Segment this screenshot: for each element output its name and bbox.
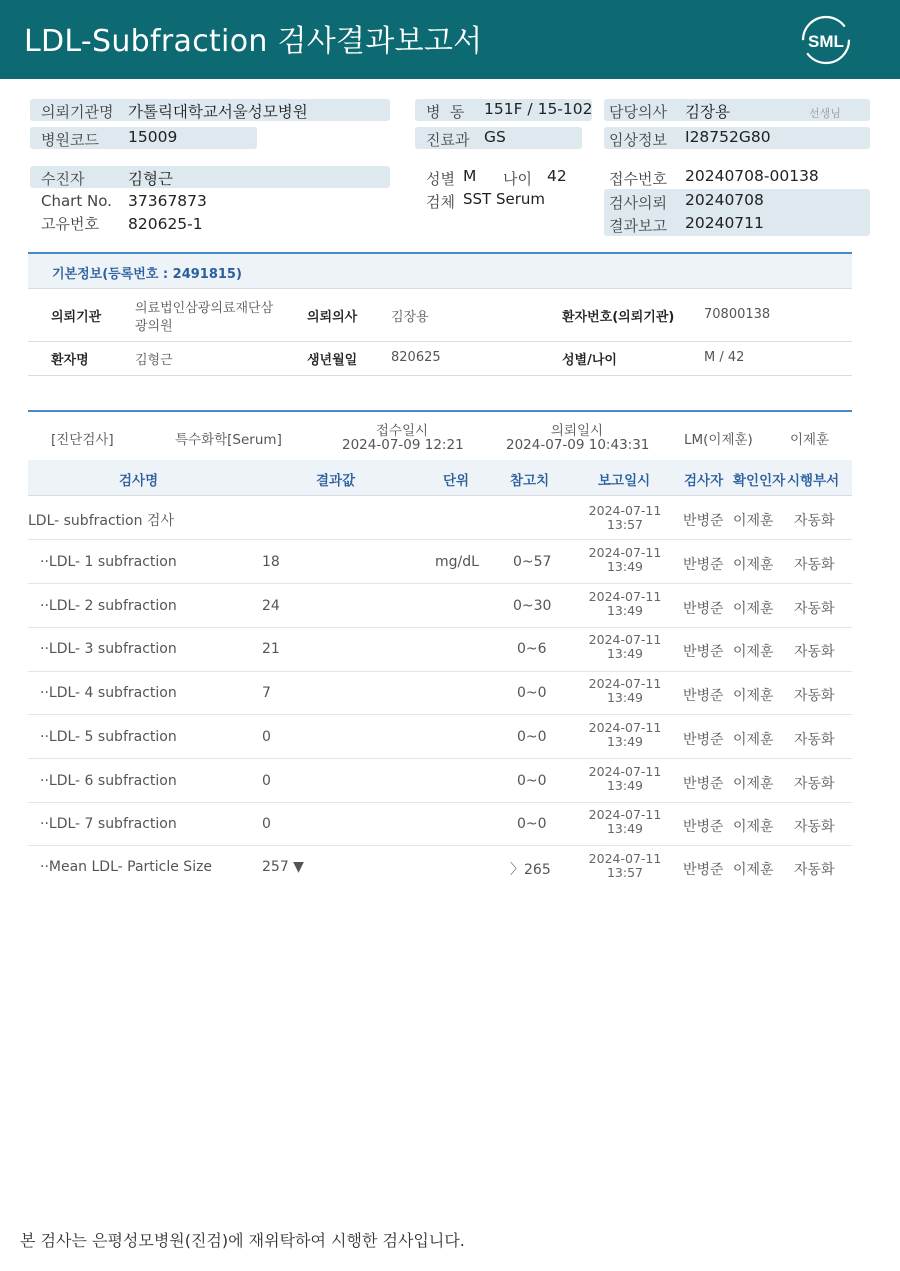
- clinical-label: 임상정보: [609, 131, 667, 149]
- row-unit: mg/dL: [435, 554, 479, 570]
- row-report-time: 13:57: [606, 517, 644, 532]
- row-tester: 반병준: [683, 601, 724, 617]
- row-result: 257 ▼: [262, 859, 304, 875]
- basic-inst-val-line2: 광의원: [135, 319, 173, 334]
- hospital-code-label: 병원코드: [41, 131, 99, 149]
- table-row: [28, 846, 852, 890]
- row-test-name: ··LDL- 7 subfraction: [40, 816, 177, 832]
- row-report-time: 13:49: [606, 603, 644, 618]
- row-report-date: 2024-07-11: [588, 807, 662, 822]
- chart-label: Chart No.: [41, 192, 112, 210]
- row-dept: 자동화: [794, 819, 835, 835]
- report-value: 20240711: [685, 214, 764, 232]
- row-dept: 자동화: [794, 776, 835, 792]
- basic-pno-val: 70800138: [704, 307, 771, 322]
- row-test-name: ··LDL- 1 subfraction: [40, 554, 177, 570]
- row-reference: 0~0: [517, 773, 547, 789]
- row-dept: 자동화: [794, 557, 835, 573]
- report-title: LDL-Subfraction 검사결과보고서: [24, 24, 483, 59]
- basic-birth-key: 생년월일: [307, 353, 358, 368]
- row-test-name: ··LDL- 6 subfraction: [40, 773, 177, 789]
- row-reference: 0~30: [513, 598, 552, 614]
- specimen-value: SST Serum: [463, 190, 546, 208]
- row-tester: 반병준: [683, 776, 724, 792]
- row-report-time: 13:49: [606, 646, 644, 661]
- col-tester: 검사자: [684, 473, 724, 489]
- row-checker: 이제훈: [733, 557, 774, 573]
- dept-value: GS: [484, 128, 506, 146]
- row-reference: 0~6: [517, 641, 547, 657]
- row-report-time: 13:49: [606, 778, 644, 793]
- test-subcategory: 특수화학[Serum]: [175, 432, 282, 448]
- row-dept: 자동화: [794, 862, 835, 878]
- col-unit: 단위: [443, 473, 470, 489]
- requested-value: 2024-07-09 10:43:31: [506, 437, 650, 453]
- row-report-date: 2024-07-11: [588, 720, 662, 735]
- patient-value: 김형근: [128, 170, 173, 188]
- row-reference: 0~57: [513, 554, 552, 570]
- row-dept: 자동화: [794, 732, 835, 748]
- row-checker: 이제훈: [733, 513, 774, 529]
- row-checker: 이제훈: [733, 819, 774, 835]
- row-report-date: 2024-07-11: [588, 589, 662, 604]
- row-checker: 이제훈: [733, 688, 774, 704]
- row-checker: 이제훈: [733, 776, 774, 792]
- row-report-time: 13:49: [606, 690, 644, 705]
- col-department: 시행부서: [787, 473, 840, 489]
- row-result: 0: [262, 773, 271, 789]
- sex-value: M: [463, 167, 477, 185]
- dept-label: 진료과: [426, 131, 470, 149]
- row-test-name: LDL- subfraction 검사: [28, 513, 174, 529]
- basic-name-key: 환자명: [51, 353, 89, 368]
- test-category: [진단검사]: [51, 432, 114, 448]
- row-reference: 0~0: [517, 729, 547, 745]
- report-label: 결과보고: [609, 217, 667, 235]
- row-dept: 자동화: [794, 601, 835, 617]
- row-checker: 이제훈: [733, 862, 774, 878]
- row-reference: 0~0: [517, 685, 547, 701]
- row-result: 24: [262, 598, 280, 614]
- row-tester: 반병준: [683, 644, 724, 660]
- row-checker: 이제훈: [733, 601, 774, 617]
- unique-label: 고유번호: [41, 215, 99, 233]
- basic-doc-key: 의뢰의사: [307, 310, 358, 325]
- table-row: [28, 715, 852, 759]
- receipt-label: 접수번호: [609, 170, 667, 188]
- row-tester: 반병준: [683, 513, 724, 529]
- row-report-date: 2024-07-11: [588, 851, 662, 866]
- row-tester: 반병준: [683, 732, 724, 748]
- basic-sexage-val: M / 42: [704, 350, 745, 365]
- received-value: 2024-07-09 12:21: [342, 437, 464, 453]
- report-header: [0, 0, 900, 79]
- row-test-name: ··LDL- 4 subfraction: [40, 685, 177, 701]
- basic-inst-key: 의뢰기관: [51, 310, 102, 325]
- basic-birth-val: 820625: [391, 350, 441, 365]
- row-tester: 반병준: [683, 819, 724, 835]
- age-value: 42: [547, 167, 567, 185]
- request-label: 검사의뢰: [609, 194, 667, 212]
- row-result: 18: [262, 554, 280, 570]
- col-report-time: 보고일시: [598, 473, 651, 489]
- sex-label: 성별: [426, 170, 455, 188]
- clinical-value: I28752G80: [685, 128, 771, 146]
- row-tester: 반병준: [683, 557, 724, 573]
- basic-name-val: 김형근: [135, 353, 173, 368]
- basic-bottom-rule: [28, 375, 852, 376]
- doctor-suffix: 선생님: [809, 107, 841, 120]
- institution-label: 의뢰기관명: [41, 103, 114, 121]
- row-result: 0: [262, 816, 271, 832]
- col-test-name: 검사명: [119, 473, 159, 489]
- row-report-time: 13:57: [606, 865, 644, 880]
- row-report-date: 2024-07-11: [588, 676, 662, 691]
- specimen-label: 검체: [426, 193, 455, 211]
- basic-doc-val: 김장용: [391, 310, 429, 325]
- row-result: 0: [262, 729, 271, 745]
- test-section-top-rule: [28, 410, 852, 412]
- row-tester: 반병준: [683, 862, 724, 878]
- col-checker: 확인인자: [733, 473, 786, 489]
- institution-value: 가톨릭대학교서울성모병원: [128, 103, 308, 121]
- table-row: [28, 671, 852, 715]
- row-test-name: ··LDL- 2 subfraction: [40, 598, 177, 614]
- row-report-time: 13:49: [606, 734, 644, 749]
- received-label: 접수일시: [375, 423, 429, 439]
- col-reference: 참고치: [510, 473, 550, 489]
- chart-value: 37367873: [128, 192, 207, 210]
- row-reference: 0~0: [517, 816, 547, 832]
- row-checker: 이제훈: [733, 732, 774, 748]
- basic-pno-key: 환자번호(의뢰기관): [562, 310, 675, 325]
- table-row: [28, 584, 852, 628]
- doctor-label: 담당의사: [609, 103, 667, 121]
- logo-text: SML: [808, 32, 844, 51]
- row-checker: 이제훈: [733, 644, 774, 660]
- basic-divider: [28, 341, 852, 342]
- row-dept: 자동화: [794, 513, 835, 529]
- row-tester: 반병준: [683, 688, 724, 704]
- patient-label: 수진자: [41, 170, 85, 188]
- unique-value: 820625-1: [128, 215, 203, 233]
- table-row: [28, 540, 852, 584]
- sml-logo: [800, 14, 852, 66]
- footer-note: 본 검사는 은평성모병원(진검)에 재위탁하여 시행한 검사입니다.: [20, 1231, 465, 1250]
- row-report-time: 13:49: [606, 821, 644, 836]
- age-label: 나이: [503, 170, 532, 188]
- col-result: 결과값: [316, 473, 356, 489]
- table-row: [28, 759, 852, 803]
- ward-value: 151F / 15-102: [484, 100, 593, 118]
- table-row: [28, 628, 852, 672]
- hospital-code-value: 15009: [128, 128, 178, 146]
- request-value: 20240708: [685, 191, 764, 209]
- row-dept: 자동화: [794, 688, 835, 704]
- confirmer-name: 이제훈: [790, 432, 830, 448]
- row-reference: 〉265: [510, 862, 551, 878]
- row-test-name: ··Mean LDL- Particle Size: [40, 859, 213, 875]
- row-report-date: 2024-07-11: [588, 764, 662, 779]
- row-report-date: 2024-07-11: [588, 545, 662, 560]
- requested-label: 의뢰일시: [550, 423, 604, 439]
- row-result: 7: [262, 685, 271, 701]
- doctor-value: 김장용: [685, 103, 730, 121]
- basic-sexage-key: 성별/나이: [562, 353, 617, 368]
- ward-label: 병 동: [426, 103, 465, 121]
- row-report-date: 2024-07-11: [588, 632, 662, 647]
- row-test-name: ··LDL- 3 subfraction: [40, 641, 177, 657]
- row-report-time: 13:49: [606, 559, 644, 574]
- receipt-value: 20240708-00138: [685, 167, 819, 185]
- table-row: [28, 802, 852, 846]
- row-dept: 자동화: [794, 644, 835, 660]
- basic-info-heading: 기본정보(등록번호 : 2491815): [52, 267, 242, 282]
- basic-inst-val-line1: 의료법인삼광의료재단삼: [135, 301, 274, 316]
- table-row: [28, 496, 852, 540]
- row-result: 21: [262, 641, 280, 657]
- lm-name: LM(이제훈): [684, 432, 753, 448]
- row-test-name: ··LDL- 5 subfraction: [40, 729, 177, 745]
- row-report-date: 2024-07-11: [588, 503, 662, 518]
